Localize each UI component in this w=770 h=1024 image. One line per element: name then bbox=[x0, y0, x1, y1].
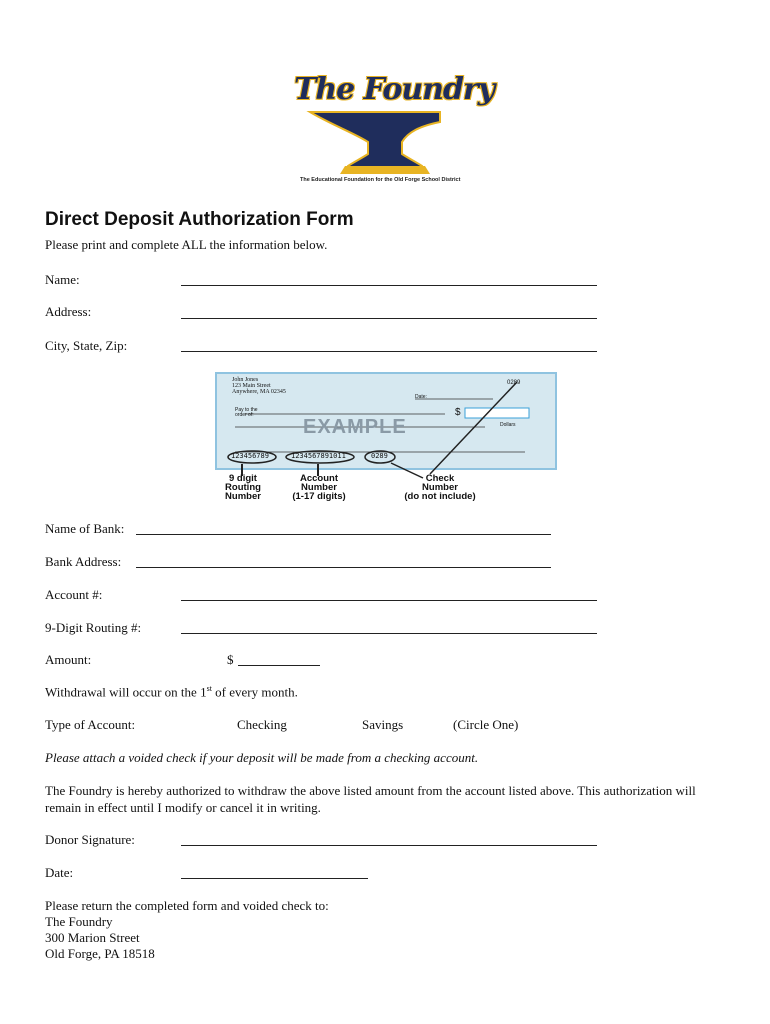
return-name: The Foundry bbox=[45, 914, 113, 929]
signature-field[interactable] bbox=[181, 845, 597, 846]
address-label: Address: bbox=[45, 304, 92, 319]
check-pay-to-2: order of: bbox=[235, 412, 254, 418]
check-holder-street: 123 Main Street bbox=[232, 383, 271, 389]
bank-address-label: Bank Address: bbox=[45, 554, 122, 569]
amount-label: Amount: bbox=[45, 652, 92, 667]
account-type-note: (Circle One) bbox=[453, 717, 519, 732]
form-title: Direct Deposit Authorization Form bbox=[45, 209, 354, 230]
form-instructions: Please print and complete ALL the information below. bbox=[45, 237, 328, 252]
amount-currency: $ bbox=[227, 652, 234, 667]
routing-number-label: 9-Digit Routing #: bbox=[45, 620, 142, 635]
date-field[interactable] bbox=[181, 878, 368, 879]
check-number-micr: 0289 bbox=[371, 452, 388, 460]
check-number-top: 0289 bbox=[507, 380, 521, 386]
name-field[interactable] bbox=[181, 285, 597, 286]
name-label: Name: bbox=[45, 272, 80, 287]
return-city: Old Forge, PA 18518 bbox=[45, 946, 155, 961]
check-pay-to-1: Pay to the bbox=[235, 407, 258, 413]
check-holder-city: Anywhere, MA 02345 bbox=[232, 389, 286, 395]
city-state-zip-field[interactable] bbox=[181, 351, 597, 352]
account-type-savings[interactable]: Savings bbox=[362, 717, 404, 732]
withdrawal-note: Withdrawal will occur on the 1st of every month. bbox=[45, 684, 298, 700]
account-caption: Account Number (1-17 digits) bbox=[292, 473, 346, 502]
check-number-caption: Check Number (do not include) bbox=[404, 473, 476, 502]
bank-name-field[interactable] bbox=[136, 534, 551, 535]
sample-check-image bbox=[215, 372, 557, 500]
date-label: Date: bbox=[45, 865, 74, 880]
authorization-text: The Foundry is hereby authorized to withdraw the above listed amount from the account listed above. This authorization will remain in effect until I modify or cancel it in writing. bbox=[45, 783, 696, 815]
bank-name-label: Name of Bank: bbox=[45, 521, 125, 536]
check-account-micr: 1234567891011 bbox=[291, 452, 346, 460]
logo-subtitle: The Educational Foundation for the Old Forge School District bbox=[300, 177, 461, 183]
logo-wordmark: The Foundry bbox=[294, 72, 495, 107]
signature-label: Donor Signature: bbox=[45, 832, 135, 847]
voided-check-note: Please attach a voided check if your deposit will be made from a checking account. bbox=[45, 750, 479, 765]
account-type-checking[interactable]: Checking bbox=[237, 717, 287, 732]
return-street: 300 Marion Street bbox=[45, 930, 140, 945]
account-type-label: Type of Account: bbox=[45, 717, 136, 732]
check-dollars-label: Dollars bbox=[500, 422, 516, 428]
return-heading: Please return the completed form and voided check to: bbox=[45, 898, 329, 913]
check-dollar-sign: $ bbox=[455, 407, 461, 418]
check-date-label: Date: bbox=[415, 394, 427, 400]
address-field[interactable] bbox=[181, 318, 597, 319]
city-state-zip-label: City, State, Zip: bbox=[45, 338, 128, 353]
account-number-label: Account #: bbox=[45, 587, 103, 602]
amount-field[interactable] bbox=[238, 665, 320, 666]
check-holder-name: John Jones bbox=[232, 377, 259, 383]
bank-address-field[interactable] bbox=[136, 567, 551, 568]
routing-caption: 9 digit Routing Number bbox=[225, 473, 261, 502]
check-routing-micr: 123456789 bbox=[231, 452, 269, 460]
check-example-watermark: EXAMPLE bbox=[303, 416, 407, 438]
account-number-field[interactable] bbox=[181, 600, 597, 601]
foundry-logo bbox=[290, 62, 495, 190]
routing-number-field[interactable] bbox=[181, 633, 597, 634]
